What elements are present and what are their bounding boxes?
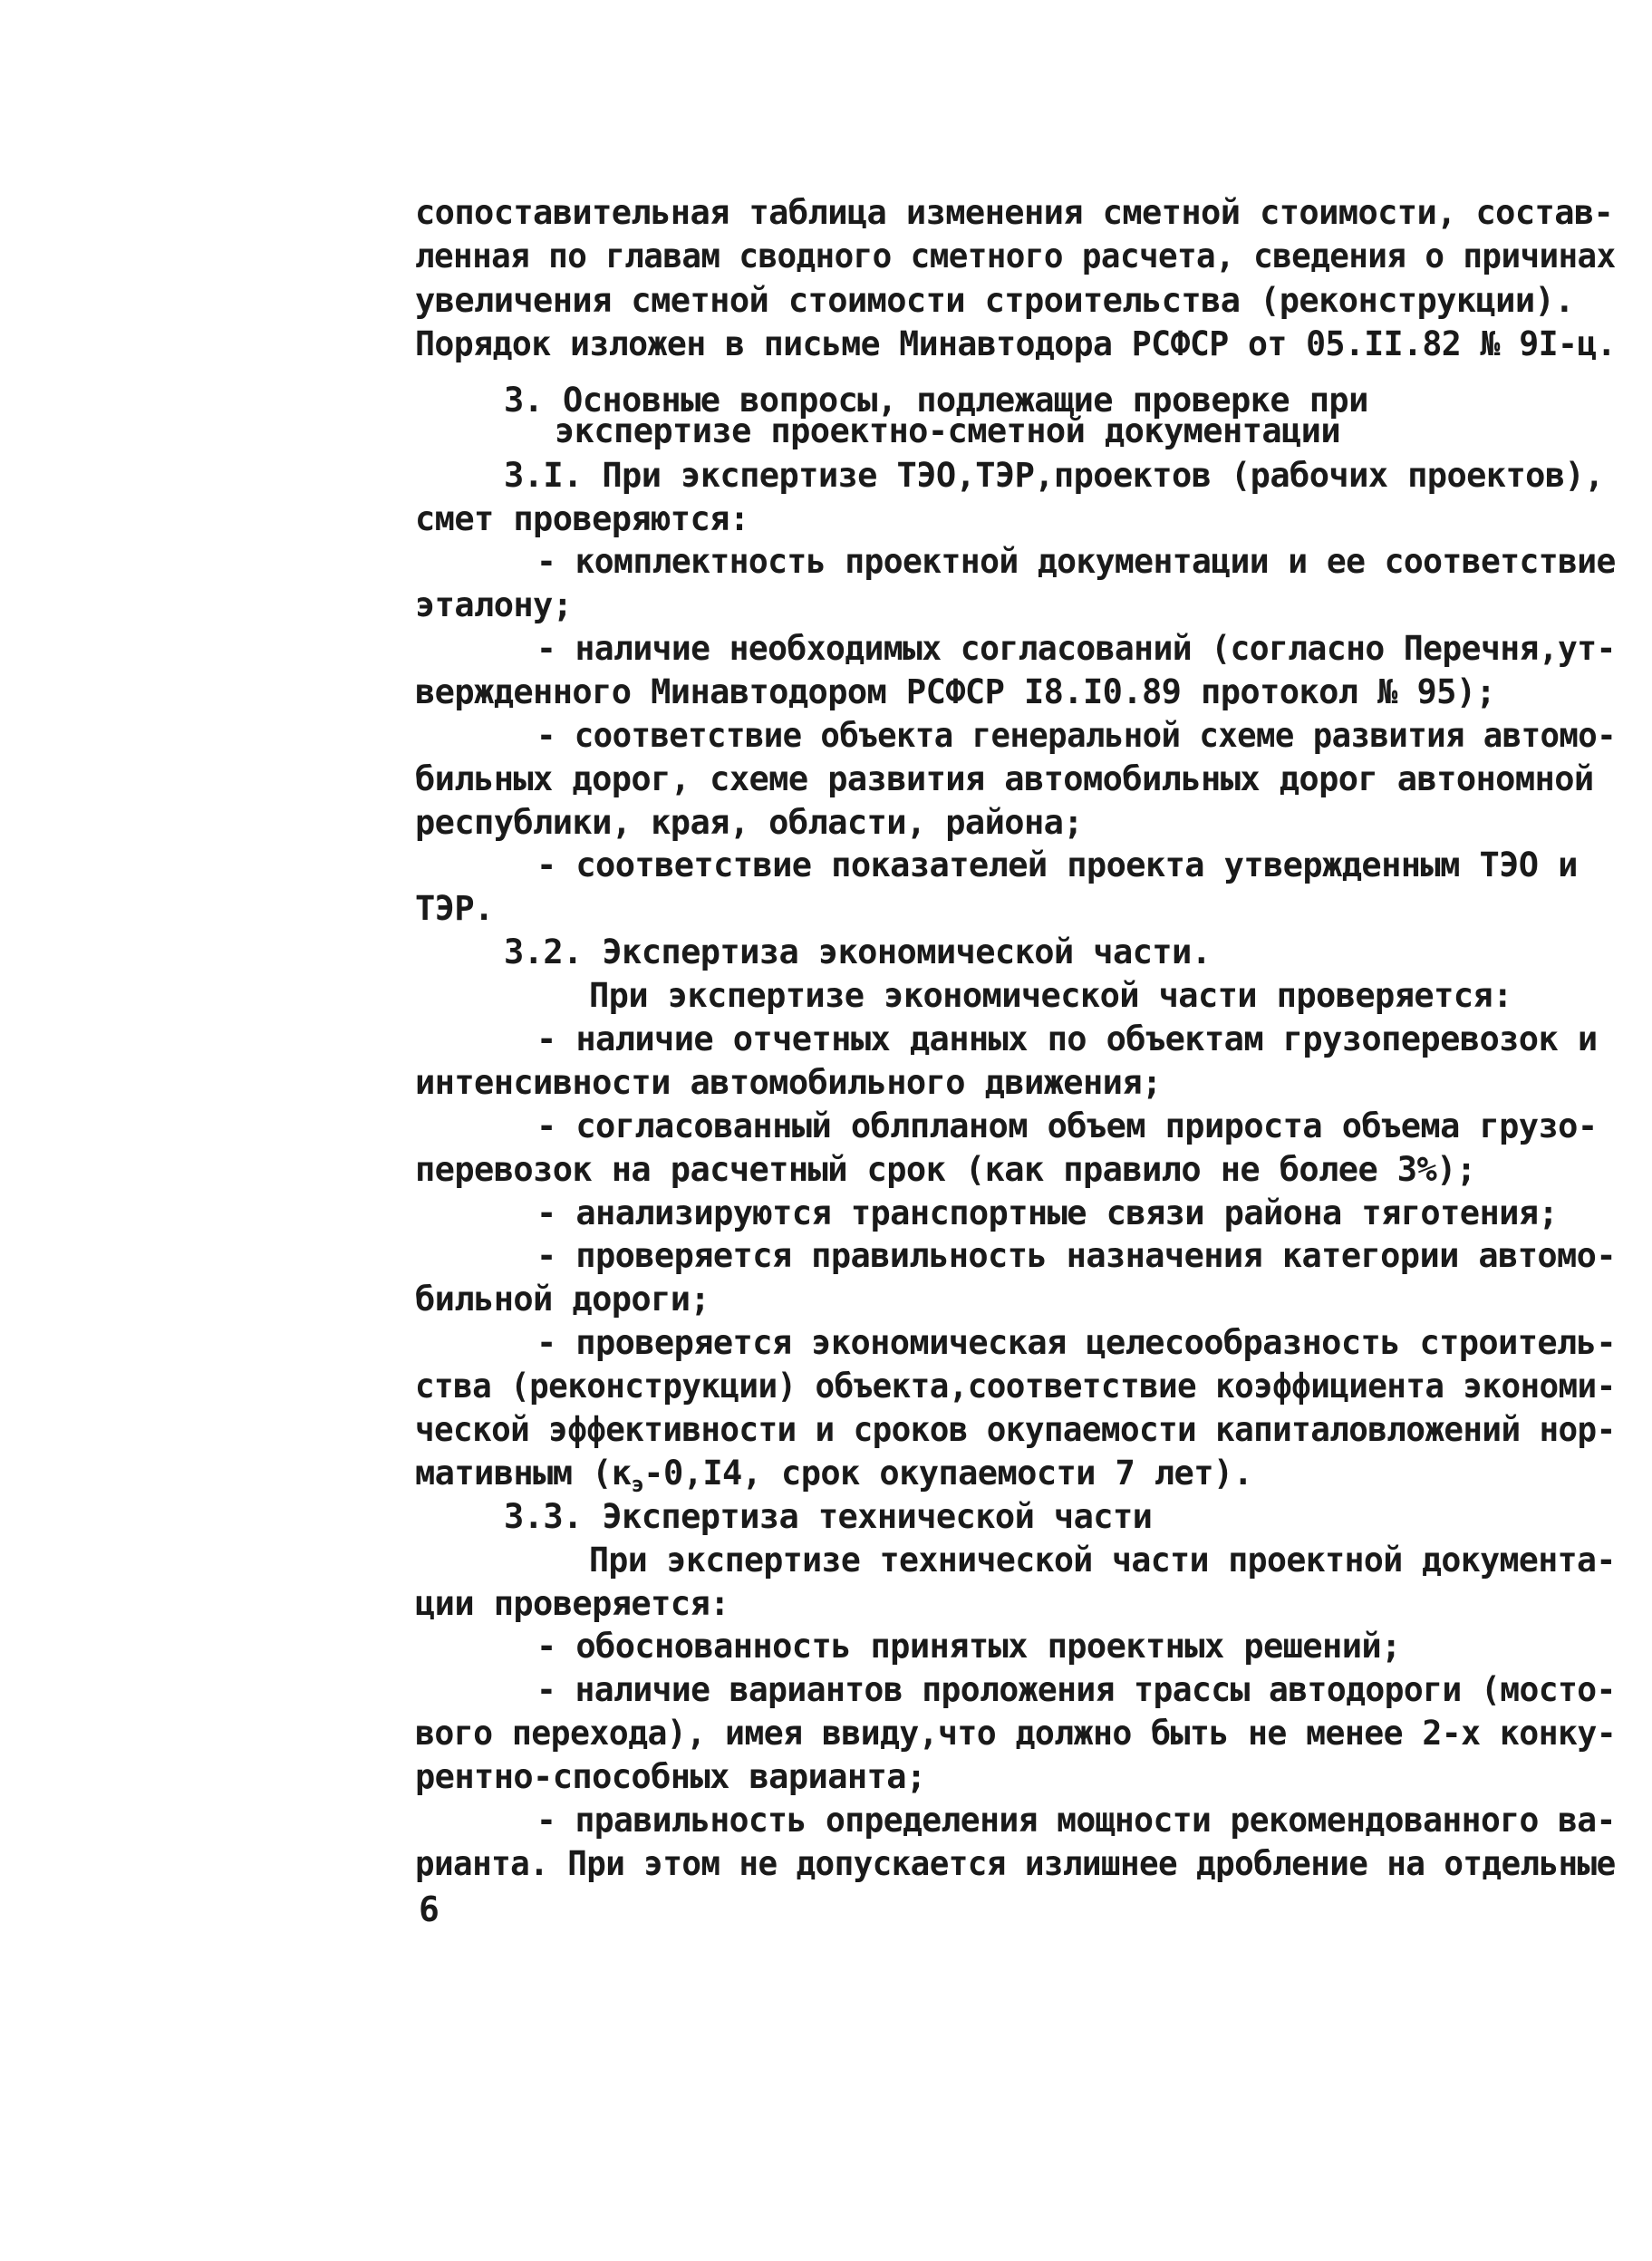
text-line: эталону; — [415, 585, 573, 624]
text-line: ТЭР. — [415, 889, 494, 928]
text-line: рианта. При этом не допускается излишнее дробление на отдельные — [415, 1844, 1616, 1883]
text-line: При экспертизе технической части проектной документа- — [589, 1541, 1616, 1580]
text-line: перевозок на расчетный срок (как правило не более 3%); — [415, 1150, 1476, 1189]
section-heading-line: 3. Основные вопросы, подлежащие проверке при — [504, 381, 1368, 420]
text-line: вержденного Минавтодором РСФСР I8.I0.89 протокол № 95); — [415, 672, 1496, 711]
text-line: - правильность определения мощности рекомендованного ва- — [536, 1801, 1616, 1840]
section-heading-line: экспертизе проектно-сметной документации — [555, 411, 1341, 450]
formula-suffix: -0,I4, срок окупаемости 7 лет). — [643, 1454, 1253, 1493]
text-line: бильной дороги; — [415, 1280, 710, 1319]
text-line: рентно-способных варианта; — [415, 1757, 926, 1796]
text-line: интенсивности автомобильного движения; — [415, 1063, 1162, 1102]
text-line: бильных дорог, схеме развития автомобильных дорог автономной — [415, 759, 1594, 798]
text-line: При экспертизе экономической части проверяется: — [589, 976, 1512, 1015]
text-line: ства (реконструкции) объекта,соответствие коэффициента экономи- — [415, 1367, 1616, 1406]
page-number: 6 — [419, 1889, 440, 1929]
text-line: - комплектность проектной документации и ее соответствие — [536, 542, 1616, 581]
subsection-heading: 3.2. Экспертиза экономической части. — [504, 932, 1212, 971]
text-line: ческой эффективности и сроков окупаемости капиталовложений нор- — [415, 1410, 1616, 1449]
text-line: вого перехода), имея ввиду,что должно быть не менее 2-х конку- — [415, 1714, 1617, 1753]
text-line: - проверяется экономическая целесообразность строитель- — [536, 1323, 1616, 1362]
text-line: - наличие необходимых согласований (согласно Перечня,ут- — [536, 629, 1616, 668]
text-line: увеличения сметной стоимости строительства (реконструкции). — [415, 281, 1574, 320]
text-line: - проверяется правильность назначения категории автомо- — [536, 1236, 1616, 1275]
text-line: - анализируются транспортные связи района тяготения; — [536, 1193, 1559, 1232]
text-line: - наличие отчетных данных по объектам грузоперевозок и — [536, 1019, 1598, 1058]
text-line: сопоставительная таблица изменения сметной стоимости, состав- — [415, 193, 1614, 232]
text-line: 3.I. При экспертизе ТЭО,ТЭР,проектов (рабочих проектов), — [504, 456, 1604, 495]
text-line — [415, 1454, 1253, 1497]
text-line: республики, края, области, района; — [415, 803, 1083, 842]
text-line: Порядок изложен в письме Минавтодора РСФСР от 05.II.82 № 9I-ц. — [415, 324, 1617, 363]
text-line: - соответствие объекта генеральной схеме развития автомо- — [536, 716, 1617, 755]
text-line: - согласованный облпланом объем прироста объема грузо- — [536, 1106, 1598, 1145]
formula-prefix: мативным (к — [415, 1454, 632, 1493]
subscript-e: э — [631, 1472, 644, 1497]
text-line: смет проверяются: — [415, 499, 749, 538]
text-line: - соответствие показателей проекта утвержденным ТЭО и — [536, 845, 1578, 884]
text-line: ции проверяется: — [415, 1584, 729, 1623]
text-line: - обоснованность принятых проектных решений; — [536, 1627, 1401, 1666]
text-line: - наличие вариантов проложения трассы автодороги (мосто- — [536, 1670, 1616, 1709]
text-line: ленная по главам сводного сметного расчета, сведения о причинах — [415, 237, 1616, 275]
subsection-heading: 3.3. Экспертиза технической части — [504, 1497, 1153, 1536]
